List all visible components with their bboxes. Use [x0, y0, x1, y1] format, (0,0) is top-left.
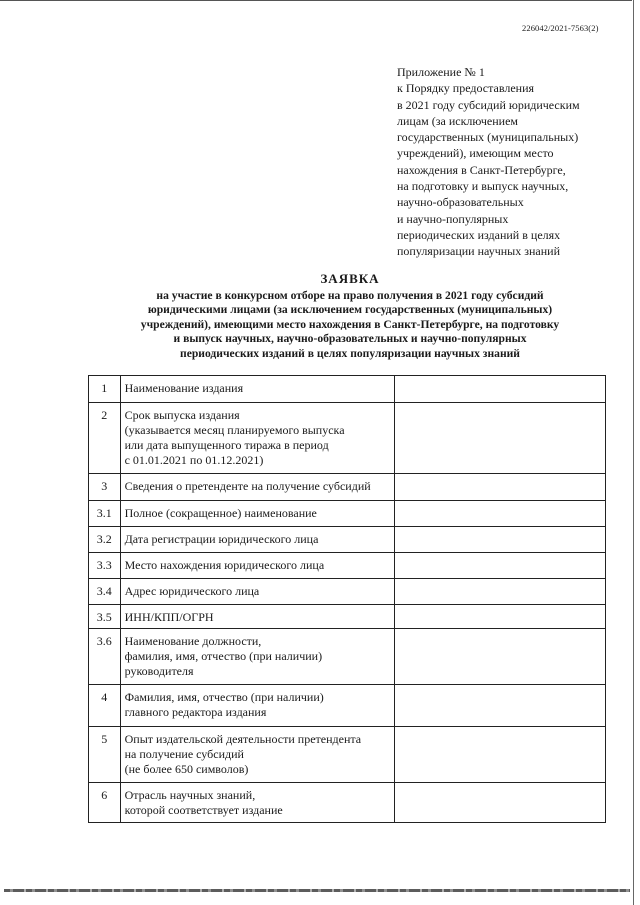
- form-row: [89, 579, 606, 605]
- row-label-line: которой соответствует издание: [124, 803, 283, 817]
- application-subtitle: [90, 289, 610, 361]
- row-number: 3.3: [89, 553, 121, 579]
- row-label-line: фамилия, имя, отчество (при наличии): [124, 649, 323, 663]
- subtitle-line: на участие в конкурсном отборе на право получения в 2021 году субсидий: [156, 289, 544, 302]
- row-number: 3: [89, 474, 121, 501]
- row-value-field[interactable]: [395, 783, 606, 823]
- row-label: [120, 685, 395, 727]
- row-label: [120, 376, 395, 403]
- row-label-line: Дата регистрации юридического лица: [124, 532, 319, 546]
- page-right-edge: [633, 0, 634, 905]
- subtitle-line: юридическими лицами (за исключением государственных (муниципальных): [147, 303, 553, 317]
- form-row: [89, 403, 606, 474]
- row-number: 5: [89, 727, 121, 783]
- row-label-line: главного редактора издания: [124, 705, 267, 719]
- row-value-field[interactable]: [395, 403, 606, 474]
- row-value-field[interactable]: [395, 727, 606, 783]
- row-number: 2: [89, 403, 121, 474]
- row-label: [120, 501, 395, 527]
- row-label-line: ИНН/КПП/ОГРН: [124, 610, 214, 624]
- form-row: [89, 605, 606, 629]
- row-value-field[interactable]: [395, 605, 606, 629]
- row-label: [120, 579, 395, 605]
- row-value-field[interactable]: [395, 501, 606, 527]
- row-label-line: Опыт издательской деятельности претендента: [124, 732, 362, 746]
- appendix-line: учреждений), имеющим место: [397, 146, 554, 161]
- row-label-line: на получение субсидий: [124, 747, 244, 761]
- subtitle-line: учреждений), имеющими место нахождения в Санкт-Петербурге, на подготовку: [140, 317, 560, 331]
- row-label: [120, 605, 395, 629]
- row-value-field[interactable]: [395, 376, 606, 403]
- appendix-line: и научно-популярных: [397, 211, 509, 226]
- row-label-line: (не более 650 символов): [124, 762, 249, 776]
- row-label-line: Отрасль научных знаний,: [124, 788, 256, 802]
- application-form-table: [88, 375, 606, 823]
- form-row: [89, 501, 606, 527]
- row-value-field[interactable]: [395, 553, 606, 579]
- row-label: [120, 727, 395, 783]
- row-label-line: Срок выпуска издания: [124, 408, 240, 422]
- row-label: [120, 553, 395, 579]
- application-title: ЗАЯВКА: [320, 271, 380, 286]
- appendix-line: научно-образовательных: [397, 195, 524, 210]
- row-value-field[interactable]: [395, 527, 606, 553]
- appendix-line: к Порядку предоставления: [397, 81, 535, 96]
- row-label-line: с 01.01.2021 по 01.12.2021): [124, 453, 264, 467]
- row-label-line: Сведения о претенденте на получение субсидий: [124, 479, 371, 493]
- appendix-line: периодических изданий в целях: [397, 227, 561, 242]
- appendix-line: лицам (за исключением: [397, 113, 519, 128]
- row-number: 3.2: [89, 527, 121, 553]
- row-label-line: Полное (сокращенное) наименование: [124, 506, 317, 520]
- row-label-line: Место нахождения юридического лица: [124, 558, 325, 572]
- form-row: [89, 783, 606, 823]
- scan-bottom-edge: [4, 889, 630, 892]
- document-number: 226042/2021-7563(2): [522, 23, 599, 33]
- form-row: [89, 376, 606, 403]
- row-label-line: Наименование должности,: [124, 634, 262, 648]
- row-value-field[interactable]: [395, 629, 606, 685]
- row-number: 3.4: [89, 579, 121, 605]
- appendix-line: на подготовку и выпуск научных,: [397, 179, 569, 194]
- form-row: [89, 685, 606, 727]
- row-number: 3.1: [89, 501, 121, 527]
- row-number: 6: [89, 783, 121, 823]
- subtitle-line: и выпуск научных, научно-образовательных и научно-популярных: [173, 332, 527, 346]
- row-label-line: или дата выпущенного тиража в период: [124, 438, 329, 452]
- row-value-field[interactable]: [395, 474, 606, 501]
- row-label: [120, 474, 395, 501]
- row-number: 1: [89, 376, 121, 403]
- appendix-line: государственных (муниципальных): [397, 130, 579, 145]
- application-heading: [90, 271, 610, 361]
- appendix-line: нахождения в Санкт-Петербурге,: [397, 162, 566, 177]
- row-label: [120, 783, 395, 823]
- form-row: [89, 727, 606, 783]
- subtitle-line: периодических изданий в целях популяризации научных знаний: [180, 346, 520, 360]
- form-row: [89, 553, 606, 579]
- row-label: [120, 527, 395, 553]
- row-label-line: руководителя: [124, 664, 194, 678]
- row-label-line: Фамилия, имя, отчество (при наличии): [124, 690, 324, 704]
- row-number: 4: [89, 685, 121, 727]
- row-number: 3.6: [89, 629, 121, 685]
- row-value-field[interactable]: [395, 685, 606, 727]
- row-number: 3.5: [89, 605, 121, 629]
- row-label: [120, 629, 395, 685]
- appendix-header: [397, 64, 627, 260]
- appendix-line: Приложение № 1: [397, 65, 485, 79]
- row-label-line: (указывается месяц планируемого выпуска: [124, 423, 345, 437]
- row-value-field[interactable]: [395, 579, 606, 605]
- page-top-edge: [0, 0, 632, 3]
- form-row: [89, 629, 606, 685]
- form-row: [89, 527, 606, 553]
- form-row: [89, 474, 606, 501]
- row-label-line: Наименование издания: [124, 381, 244, 395]
- row-label: [120, 403, 395, 474]
- appendix-line: в 2021 году субсидий юридическим: [397, 97, 580, 112]
- row-label-line: Адрес юридического лица: [124, 584, 260, 598]
- appendix-line: популяризации научных знаний: [397, 244, 560, 259]
